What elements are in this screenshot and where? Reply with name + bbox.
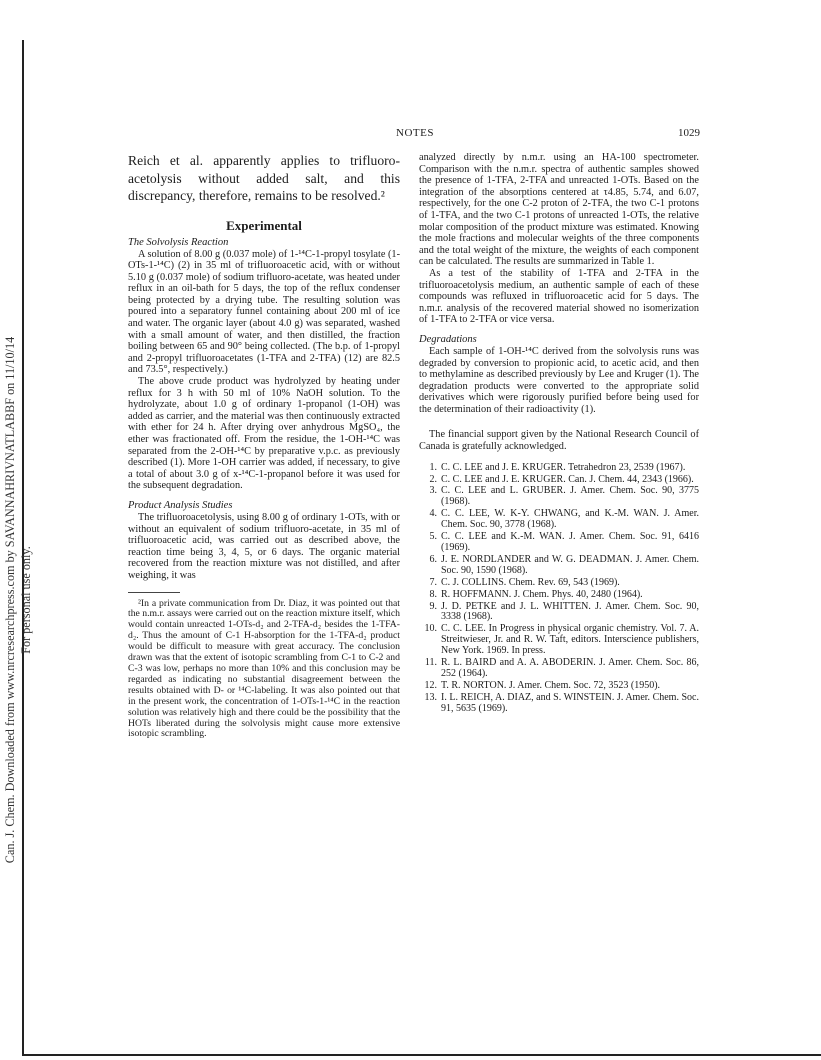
reference-number: 12.: [424, 679, 437, 691]
reference-text: T. R. NORTON. J. Amer. Chem. Soc. 72, 3523 (1950).: [441, 679, 661, 691]
subsection-heading: Degradations: [419, 333, 477, 345]
reference-item: [419, 555, 699, 577]
reference-item: [419, 532, 699, 554]
reference-text: C. C. LEE, W. K-Y. CHWANG, and K.-M. WAN. J. Amer. Chem. Soc. 90, 3778 (1968).: [441, 508, 699, 531]
section-title: Experimental: [226, 217, 302, 233]
reference-text: C. C. LEE and J. E. KRUGER. Can. J. Chem. 44, 2343 (1966).: [441, 473, 694, 485]
download-watermark: [2, 140, 42, 1060]
left-column: [128, 152, 400, 740]
body-paragraph: As a test of the stability of 1-TFA and 2-TFA in the trifluoroacetolysis medium, an authentic sample of each of these compounds was refluxed in trifluoroacetic acid for 5 days. The n.m.r. analysis of the recovered material showed no isomerization of 1-TFA to 2-TFA or vice versa.: [419, 267, 699, 326]
page-header: [130, 127, 700, 141]
reference-item: [419, 578, 699, 589]
reference-text: C. C. LEE. In Progress in physical organic chemistry. Vol. 7. A. Streitwieser, Jr. and R. W. Taft, editors. Interscience publishers, New York. 1969. In press.: [441, 623, 699, 657]
reference-list: [419, 463, 699, 715]
reference-item: [419, 486, 699, 508]
reference-text: I. L. REICH, A. DIAZ, and S. WINSTEIN. J. Amer. Chem. Soc. 91, 5635 (1969).: [441, 691, 699, 714]
reference-item: [419, 509, 699, 531]
body-paragraph: The above crude product was hydrolyzed by heating under reflux for 3 h with 50 ml of 10% NaOH solution. To the hydrolyzate, about 1.0 g of ordinary 1-propanol (1-OH) was added as carrier, and the material was then continuously extracted with ether for 24 h. After drying over anhydrous MgSO₄, the ether was fractionated off. From the residue, the 1-OH-¹⁴C was separated from the 2-OH-¹⁴C by preparative v.p.c. as previously described (1). More 1-OH carrier was added, if necessary, to give a total of about 3.0 g of x-¹⁴C-1-propanol before it was used for the subsequent degradation.: [128, 376, 400, 492]
reference-item: [419, 681, 699, 692]
reference-number: 3.: [429, 485, 437, 497]
subsection-heading: Product Analysis Studies: [128, 499, 233, 511]
reference-item: [419, 693, 699, 715]
acknowledgment: The financial support given by the National Research Council of Canada is gratefully acknowledged.: [419, 429, 699, 453]
reference-number: 10.: [424, 623, 437, 635]
reference-number: 2.: [429, 473, 437, 485]
reference-item: [419, 590, 699, 601]
reference-text: R. HOFFMANN. J. Chem. Phys. 40, 2480 (1964).: [441, 588, 643, 600]
reference-text: C. C. LEE and K.-M. WAN. J. Amer. Chem. Soc. 91, 6416 (1969).: [441, 531, 699, 553]
body-paragraph: analyzed directly by n.m.r. using an HA-100 spectrometer. Comparison with the n.m.r. spectra of authentic samples showed the presence of 1-TFA, 2-TFA and unreacted 1-OTs. Based on the integration of the absorptions centered at τ4.85, 5.74, and 6.07, respectively, for the one C-2 proton of 2-TFA, the two C-1 protons of 1-TFA, and the two C-1 protons of unreacted 1-OTs, the relative molar composition of the product mixture was estimated. Knowing the mole fractions and molecular weights of the three components and the total weight of the mixture, the weights of each component can be calculated. The results are summarized in Table 1.: [419, 152, 699, 268]
reference-item: [419, 624, 699, 657]
body-paragraph: Each sample of 1-OH-¹⁴C derived from the solvolysis runs was degraded by conversion to propionic acid, to acetic acid, and then to methylamine as described previously by Lee and Kruger (1). The degradation products were converted to the appropriate solid derivatives which were rigorously purified before being used for the determination of their radioactivity (1).: [419, 345, 699, 415]
subsection-heading: The Solvolysis Reaction: [128, 236, 229, 248]
reference-text: C. C. LEE and J. E. KRUGER. Tetrahedron 23, 2539 (1967).: [441, 461, 686, 473]
page-bottom-edge: [22, 1054, 821, 1056]
page-number: 1029: [678, 127, 700, 139]
reference-text: J. D. PETKE and J. L. WHITTEN. J. Amer. Chem. Soc. 90, 3338 (1968).: [441, 600, 699, 623]
reference-item: [419, 475, 699, 486]
reference-number: 9.: [429, 600, 437, 612]
right-column: [419, 152, 699, 716]
reference-text: C. C. LEE and L. GRUBER. J. Amer. Chem. Soc. 90, 3775 (1968).: [441, 485, 699, 508]
reference-number: 5.: [429, 531, 437, 543]
footnote-rule: [128, 592, 180, 593]
body-paragraph: A solution of 8.00 g (0.037 mole) of 1-¹⁴C-1-propyl tosylate (1-OTs-1-¹⁴C) (2) in 35 ml of trifluoroacetic acid, with or without 5.10 g (0.037 mole) of sodium trifluoro-acetate, was heated under reflux in an oil-bath for 5 days, the top of the reflux condenser being protected by a drying tube. The resulting solution was poured into a separatory funnel containing about 200 ml of ice and water. The organic layer (about 4.0 g) was separated, washed with a small amount of water, and then distilled, the fraction boiling between 65 and 90° being collected. (The b.p. of 1-propyl and 2-propyl trifluoroacetates (1-TFA and 2-TFA) (12) are 82.5 and 73.5°, respectively.): [128, 248, 400, 376]
reference-number: 6.: [429, 553, 437, 565]
reference-item: [419, 602, 699, 624]
reference-text: R. L. BAIRD and A. A. ABODERIN. J. Amer. Chem. Soc. 86, 252 (1964).: [441, 657, 699, 679]
reference-text: J. E. NORDLANDER and W. G. DEADMAN. J. Amer. Chem. Soc. 90, 1590 (1968).: [441, 553, 699, 576]
reference-number: 13.: [424, 691, 437, 703]
reference-item: [419, 658, 699, 680]
reference-number: 1.: [429, 461, 437, 473]
reference-number: 4.: [429, 508, 437, 520]
reference-text: C. J. COLLINS. Chem. Rev. 69, 543 (1969).: [441, 576, 620, 588]
reference-item: [419, 463, 699, 474]
running-head: NOTES: [396, 127, 434, 139]
reference-number: 11.: [424, 657, 437, 669]
watermark-line-2: For personal use only.: [19, 546, 33, 654]
body-paragraph: The trifluoroacetolysis, using 8.00 g of ordinary 1-OTs, with or without an equivalent of sodium trifluoro-acetate, in 35 ml of trifluoroacetic acid, was carried out as described above, the reaction time being 3, 4, 5, or 6 days. The organic material recovered from the reaction mixture was not distilled, and after weighing, it was: [128, 511, 400, 581]
reference-number: 8.: [429, 588, 437, 600]
watermark-line-1: Can. J. Chem. Downloaded from www.nrcresearchpress.com by SAVANNAHRIVNATLABBF on 11/10/14: [3, 336, 17, 864]
footnote: ²In a private communication from Dr. Diaz, it was pointed out that the n.m.r. assays were carried out on the reaction mixture itself, which would contain unreacted 1-OTs-d₂ and 2-TFA-d₂ besides the 1-TFA-d₂. Thus the amount of C-1 H-absorption for the 1-TFA-d₂ product would be difficult to measure with great accuracy. The conclusion drawn was that the extent of isotopic scrambling from C-1 to C-2 and C-3 was low, perhaps no more than 10% and this conclusion may be regarded as indicating no substantial disagreement between the results obtained with D- or ¹⁴C-labeling. It was also pointed out that in the present work, the concentration of 1-OTs-1-¹⁴C in the reaction solution was relatively high and there could be the possibility that the HOTs liberated during the solvolysis might cause more extensive isotopic scrambling.: [128, 597, 400, 740]
lead-paragraph: Reich et al. apparently applies to trifluoro-acetolysis without added salt, and this discrepancy, therefore, remains to be resolved.²: [128, 153, 400, 203]
reference-number: 7.: [429, 576, 437, 588]
